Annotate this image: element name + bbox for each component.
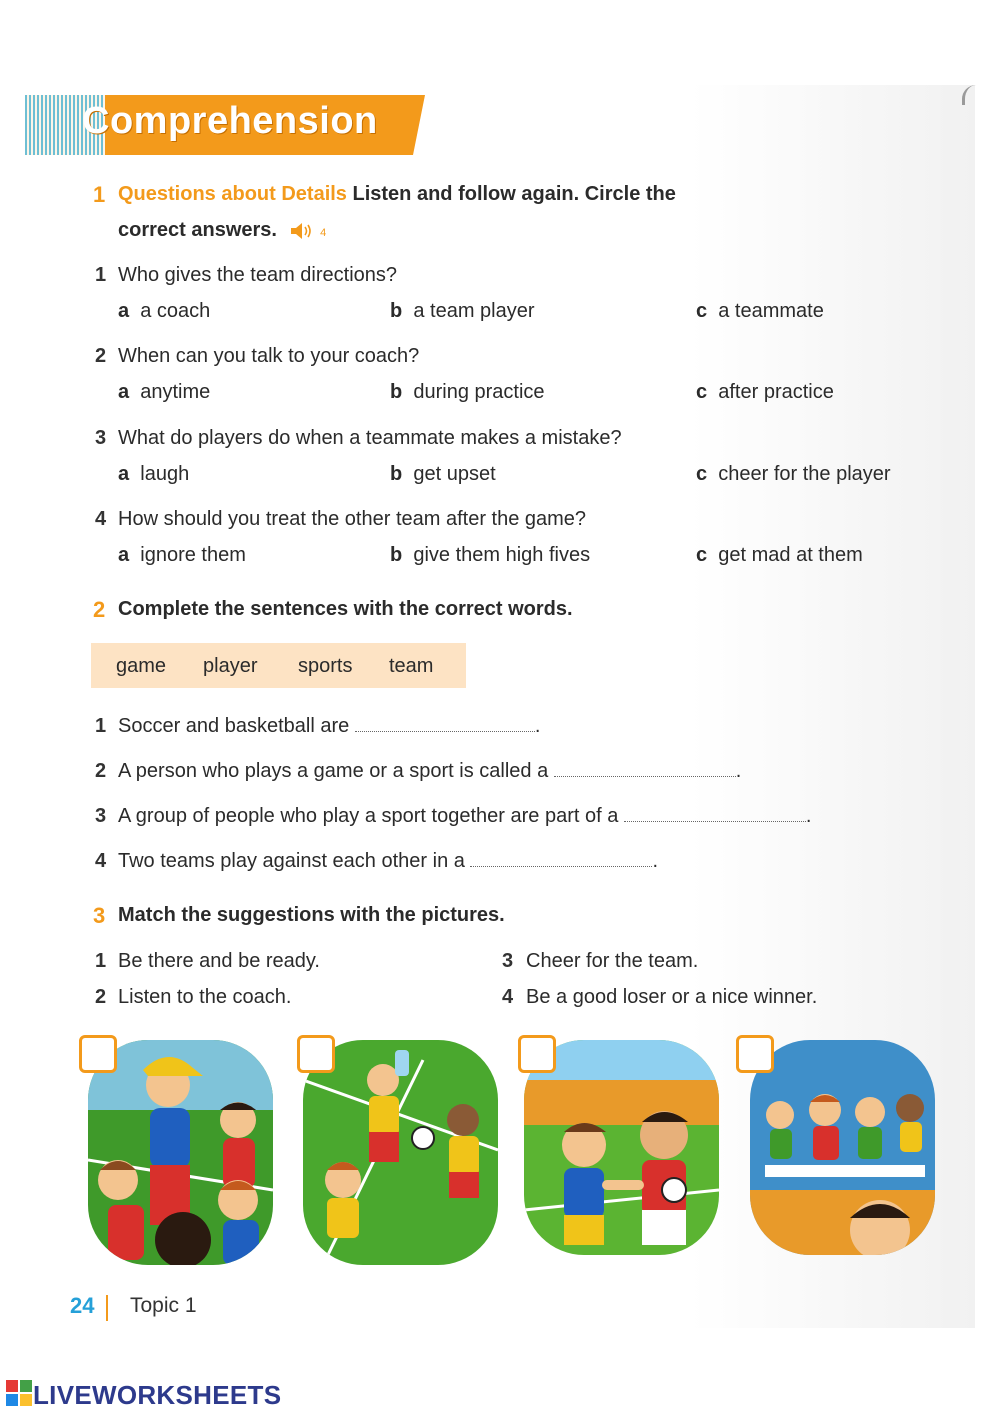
picture-soccer-match: [303, 1040, 498, 1265]
question-2-option-b[interactable]: [390, 381, 545, 404]
sentence-text: A group of people who play a sport together are part of a: [118, 805, 619, 827]
picture-4-checkbox[interactable]: [736, 1035, 774, 1073]
option-letter: c: [696, 381, 708, 403]
answer-blank-4[interactable]: [470, 852, 652, 867]
suggestion-4-number: 4: [502, 986, 514, 1008]
option-text: ignore them: [140, 544, 246, 566]
footer-divider: [106, 1295, 108, 1321]
word-bank-item: game: [116, 655, 167, 677]
question-3-option-c[interactable]: [696, 463, 891, 486]
question-2-text: When can you talk to your coach?: [118, 345, 420, 367]
question-3-number: 3: [95, 427, 107, 449]
exercise-1-number: 1: [93, 182, 106, 207]
sentence-4: [118, 850, 658, 873]
sentence-text: Soccer and basketball are: [118, 715, 350, 737]
section-title: Comprehension: [82, 100, 378, 142]
option-letter: b: [390, 300, 403, 322]
question-1-option-a[interactable]: [118, 300, 210, 323]
suggestion-3-text: Cheer for the team.: [526, 950, 699, 972]
sentence-period: .: [805, 805, 812, 827]
question-4-text: How should you treat the other team after the game?: [118, 508, 587, 530]
question-4-option-b[interactable]: [390, 544, 590, 567]
word-bank-item: player: [203, 655, 258, 677]
question-4-option-c[interactable]: [696, 544, 863, 567]
exercise-3-number: 3: [93, 903, 106, 928]
audio-speaker-icon[interactable]: [289, 221, 323, 241]
picture-cheering-fans: [750, 1040, 935, 1255]
sentence-text: Two teams play against each other in a: [118, 850, 465, 872]
answer-blank-1[interactable]: [355, 717, 535, 732]
option-letter: c: [696, 300, 708, 322]
sentence-3-number: 3: [95, 805, 107, 827]
exercise-1-heading: [118, 183, 676, 206]
question-1-option-c[interactable]: [696, 300, 824, 323]
sentence-1-number: 1: [95, 715, 107, 737]
suggestion-4-text: Be a good loser or a nice winner.: [526, 986, 818, 1008]
word-bank: [91, 643, 466, 688]
exercise-1-instruction-a: Listen and follow again. Circle the: [352, 183, 676, 205]
option-text: anytime: [140, 381, 211, 403]
sentence-period: .: [534, 715, 541, 737]
answer-blank-3[interactable]: [624, 807, 806, 822]
question-3-option-a[interactable]: [118, 463, 189, 486]
option-letter: a: [118, 381, 130, 403]
question-1-text: Who gives the team directions?: [118, 264, 398, 286]
word-bank-item: team: [389, 655, 434, 677]
option-letter: b: [390, 463, 403, 485]
sentence-period: .: [652, 850, 658, 872]
option-letter: c: [696, 463, 708, 485]
picture-3-checkbox[interactable]: [518, 1035, 556, 1073]
topic-label: Topic 1: [130, 1294, 197, 1317]
suggestion-2-text: Listen to the coach.: [118, 986, 292, 1008]
liveworksheets-brand[interactable]: LIVEWORKSHEETS: [33, 1380, 282, 1410]
option-text: after practice: [718, 381, 834, 403]
picture-coach-with-team: [88, 1040, 273, 1265]
word-bank-item: sports: [298, 655, 353, 677]
page-number: 24: [70, 1293, 95, 1318]
option-letter: c: [696, 544, 708, 566]
suggestion-2-number: 2: [95, 986, 107, 1008]
sentence-1: [118, 715, 540, 738]
sentence-2-number: 2: [95, 760, 107, 782]
exercise-2-instruction: Complete the sentences with the correct words.: [118, 598, 573, 620]
question-3-text: What do players do when a teammate makes a mistake?: [118, 427, 622, 449]
suggestion-1-text: Be there and be ready.: [118, 950, 320, 972]
sentence-text: A person who plays a game or a sport is called a: [118, 760, 549, 782]
question-3-option-b[interactable]: [390, 463, 496, 486]
picture-handshake: [524, 1040, 719, 1255]
audio-track-number: 4: [320, 227, 327, 239]
liveworksheets-logo-icon: [6, 1380, 32, 1410]
picture-2-checkbox[interactable]: [297, 1035, 335, 1073]
exercise-3-instruction: Match the suggestions with the pictures.: [118, 904, 505, 926]
option-text: cheer for the player: [718, 463, 891, 485]
option-text: give them high fives: [413, 544, 591, 566]
option-text: a team player: [413, 300, 535, 322]
sentence-4-number: 4: [95, 850, 107, 872]
option-text: during practice: [413, 381, 545, 403]
sentence-period: .: [735, 760, 742, 782]
option-text: get mad at them: [718, 544, 863, 566]
option-letter: a: [118, 463, 130, 485]
question-2-option-c[interactable]: [696, 381, 834, 404]
option-letter: b: [390, 381, 403, 403]
option-letter: a: [118, 300, 130, 322]
option-text: laugh: [140, 463, 190, 485]
question-2-number: 2: [95, 345, 107, 367]
suggestion-1-number: 1: [95, 950, 107, 972]
option-letter: a: [118, 544, 130, 566]
option-text: get upset: [413, 463, 496, 485]
option-letter: b: [390, 544, 403, 566]
suggestion-3-number: 3: [502, 950, 514, 972]
question-4-option-a[interactable]: [118, 544, 246, 567]
sentence-2: [118, 760, 741, 783]
question-2-option-a[interactable]: [118, 381, 210, 404]
picture-1-checkbox[interactable]: [79, 1035, 117, 1073]
question-1-number: 1: [95, 264, 107, 286]
question-1-option-b[interactable]: [390, 300, 535, 323]
option-text: a coach: [140, 300, 211, 322]
exercise-1-instruction-b: correct answers.: [118, 219, 277, 241]
exercise-1-title: Questions about Details: [118, 183, 347, 205]
exercise-1-instruction-line2: [118, 219, 326, 242]
option-text: a teammate: [718, 300, 824, 322]
exercise-2-number: 2: [93, 597, 106, 622]
answer-blank-2[interactable]: [554, 762, 736, 777]
question-4-number: 4: [95, 508, 107, 530]
sentence-3: [118, 805, 811, 828]
